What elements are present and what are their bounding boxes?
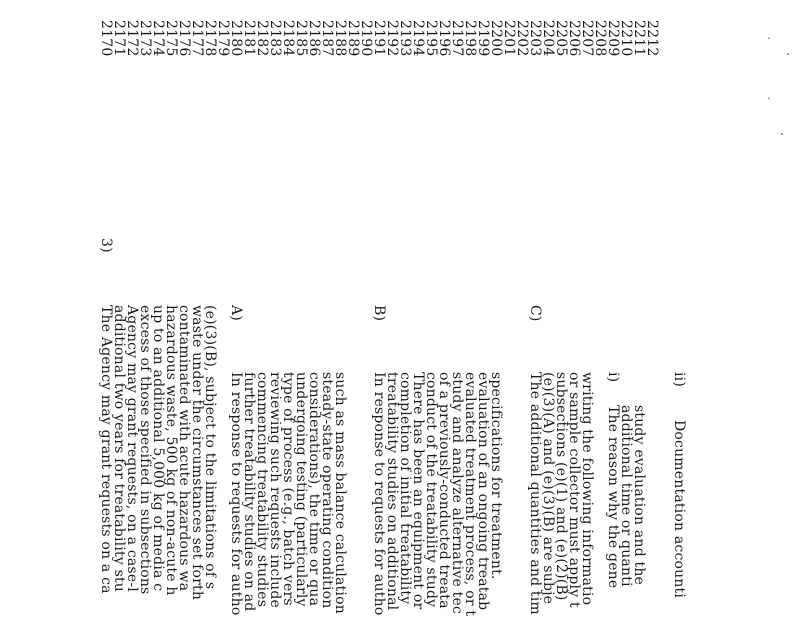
text-line: subsections (e)(1) and (e)(2)(B) [553,372,569,601]
line-number: 2175 [163,20,179,57]
scan-speck: . [786,44,790,58]
text-line: (e)(3)(B), subject to the limitations of s [202,305,218,590]
line-number: 2202 [514,20,530,57]
line-number: 2174 [150,20,166,57]
text-line: contaminated with acute hazardous wa [176,305,192,592]
line-number: 2180 [228,20,244,57]
line-number: 2196 [436,20,452,57]
line-number: 2189 [345,20,361,57]
item-label-a: A) [228,305,244,321]
text-line: waste under the circumstances set forth [189,305,205,601]
line-number: 2195 [423,20,439,57]
text-line: type of process (e.g., batch vers [280,372,296,606]
line-number: 2200 [488,20,504,57]
text-line: additional two years for treatability stu [111,305,127,593]
line-number: 2207 [579,20,595,57]
text-line: commencing treatability studies [254,372,270,608]
item-label-3: 3) [98,238,114,253]
item-label-c: C) [527,305,543,322]
text-line: steady-state operating condition [319,372,335,609]
line-number: 2198 [462,20,478,57]
text-line: study and analyze alternative tec [449,372,465,615]
line-number: 2170 [98,20,114,57]
text-line: specifications for treatment. [488,372,504,580]
line-number: 2171 [111,20,127,57]
line-number: 2199 [475,20,491,57]
line-number: 2182 [254,20,270,57]
line-number: 2173 [137,20,153,57]
line-number: 2194 [410,20,426,57]
text-line: The reason why the gene [605,405,621,589]
line-number: 2185 [293,20,309,57]
text-line: The additional quantities and tim [527,372,543,615]
line-number: 2187 [319,20,335,57]
text-line: such as mass balance calculation [332,372,348,614]
line-number: 2184 [280,20,296,57]
text-line: Documentation accounti [671,420,687,599]
text-line: Agency may grant requests, on a case-l [124,305,140,592]
scan-speck: . [780,124,784,138]
line-number: 2197 [449,20,465,57]
text-line: further treatability studies on ad [241,372,257,612]
line-number: 2193 [397,20,413,57]
text-line: considerations), the time or qua [306,372,322,607]
text-line: conduct of the treatability study [423,372,439,608]
line-number: 2209 [605,20,621,57]
text-line: There has been an equipment or [410,372,426,610]
line-number: 2201 [501,20,517,57]
line-number: 2188 [332,20,348,57]
line-number: 2179 [215,20,231,57]
text-line: In response to requests for autho [228,372,244,616]
text-line: excess of those specified in subsections [137,305,153,595]
text-line: undergoing testing (particularly [293,372,309,607]
text-line: or sample collector must apply t [566,372,582,608]
line-number: 2192 [384,20,400,57]
line-number: 2203 [527,20,543,57]
line-number: 2181 [241,20,257,57]
line-number: 2183 [267,20,283,57]
line-number: 2176 [176,20,192,57]
line-number: 2212 [644,20,660,57]
text-line: evaluation of an ongoing treatab [475,372,491,611]
line-number: 2190 [358,20,374,57]
text-line: (e)(3)(A) and (e)(3)(B) are subje [540,372,556,605]
scan-speck: ˙ [766,96,772,110]
text-line: In response to requests for autho [371,372,387,616]
text-line: evaluated treatment process, or t [462,372,478,617]
item-label-b: B) [371,305,387,322]
text-line: writing the following informatio [579,372,595,606]
line-number: 2210 [618,20,634,57]
text-line: study evaluation and the [631,405,647,586]
scan-speck: ˙ [766,36,772,50]
line-number: 2191 [371,20,387,57]
item-label-ii: ii) [671,372,687,388]
text-line: up to an additional 5,000 kg of media c [150,305,166,592]
line-number: 2172 [124,20,140,57]
text-line: completion of initial treatability [397,372,413,605]
line-number: 2177 [189,20,205,57]
line-number: 2204 [540,20,556,57]
line-number: 2186 [306,20,322,57]
line-number: 2205 [553,20,569,57]
text-line: additional time or quanti [618,405,634,587]
text-line: hazardous waste, 500 kg of non-acute h [163,305,179,596]
text-line: The Agency may grant requests on a ca [98,305,114,594]
line-number: 2211 [631,20,647,57]
line-number: 2208 [592,20,608,57]
line-number: 2206 [566,20,582,57]
text-line: reviewing such requests include [267,372,283,609]
item-label-i: i) [605,372,621,383]
line-number: 2178 [202,20,218,57]
text-line: of a previously-conducted treata [436,372,452,609]
text-line: treatability studies on additional [384,372,400,611]
